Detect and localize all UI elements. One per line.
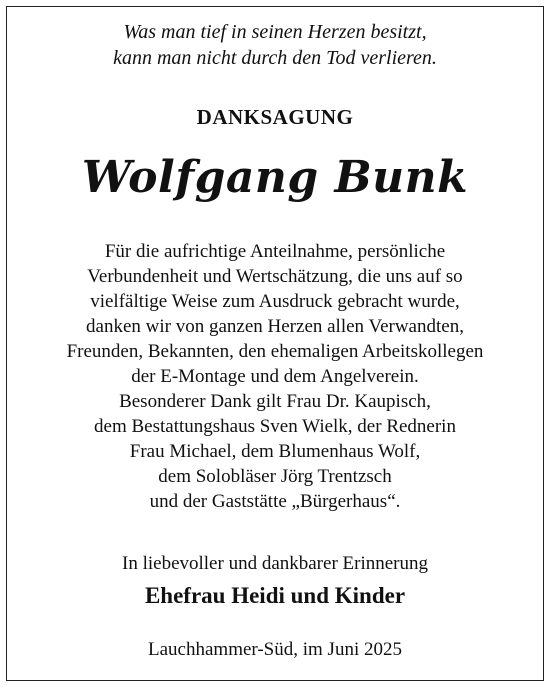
thanks-line: der E-Montage und dem Angelverein. — [131, 366, 419, 387]
motto-line: Was man tief in seinen Herzen besitzt, — [123, 21, 427, 43]
notice-heading: DANKSAGUNG — [196, 105, 354, 129]
thanks-line: Verbundenheit und Wertschätzung, die uns auf so — [87, 266, 463, 287]
thanks-line: vielfältige Weise zum Ausdruck gebracht wurde, — [90, 291, 460, 312]
thanks-text — [0, 239, 550, 514]
deceased-name: Wolfgang Bunk — [81, 152, 469, 203]
thanks-line: dem Solobläser Jörg Trentzsch — [158, 466, 392, 487]
thanks-line: Frau Michael, dem Blumenhaus Wolf, — [129, 441, 421, 462]
thanks-line: danken wir von ganzen Herzen allen Verwandten, — [86, 316, 464, 337]
thanks-line: und der Gaststätte „Bürgerhaus“. — [149, 491, 401, 512]
place-date: Lauchhammer-Süd, im Juni 2025 — [148, 639, 402, 660]
signers: Ehefrau Heidi und Kinder — [144, 583, 406, 608]
motto-line: kann man nicht durch den Tod verlieren. — [113, 47, 437, 69]
thanks-line: dem Bestattungshaus Sven Wielk, der Rednerin — [94, 416, 456, 437]
motto — [0, 19, 550, 71]
closing-line: In liebevoller und dankbarer Erinnerung — [122, 553, 428, 574]
thanks-line: Besonderer Dank gilt Frau Dr. Kaupisch, — [119, 391, 431, 412]
thanks-line: Für die aufrichtige Anteilnahme, persönliche — [104, 241, 446, 262]
thanks-line: Freunden, Bekannten, den ehemaligen Arbeitskollegen — [66, 341, 484, 362]
